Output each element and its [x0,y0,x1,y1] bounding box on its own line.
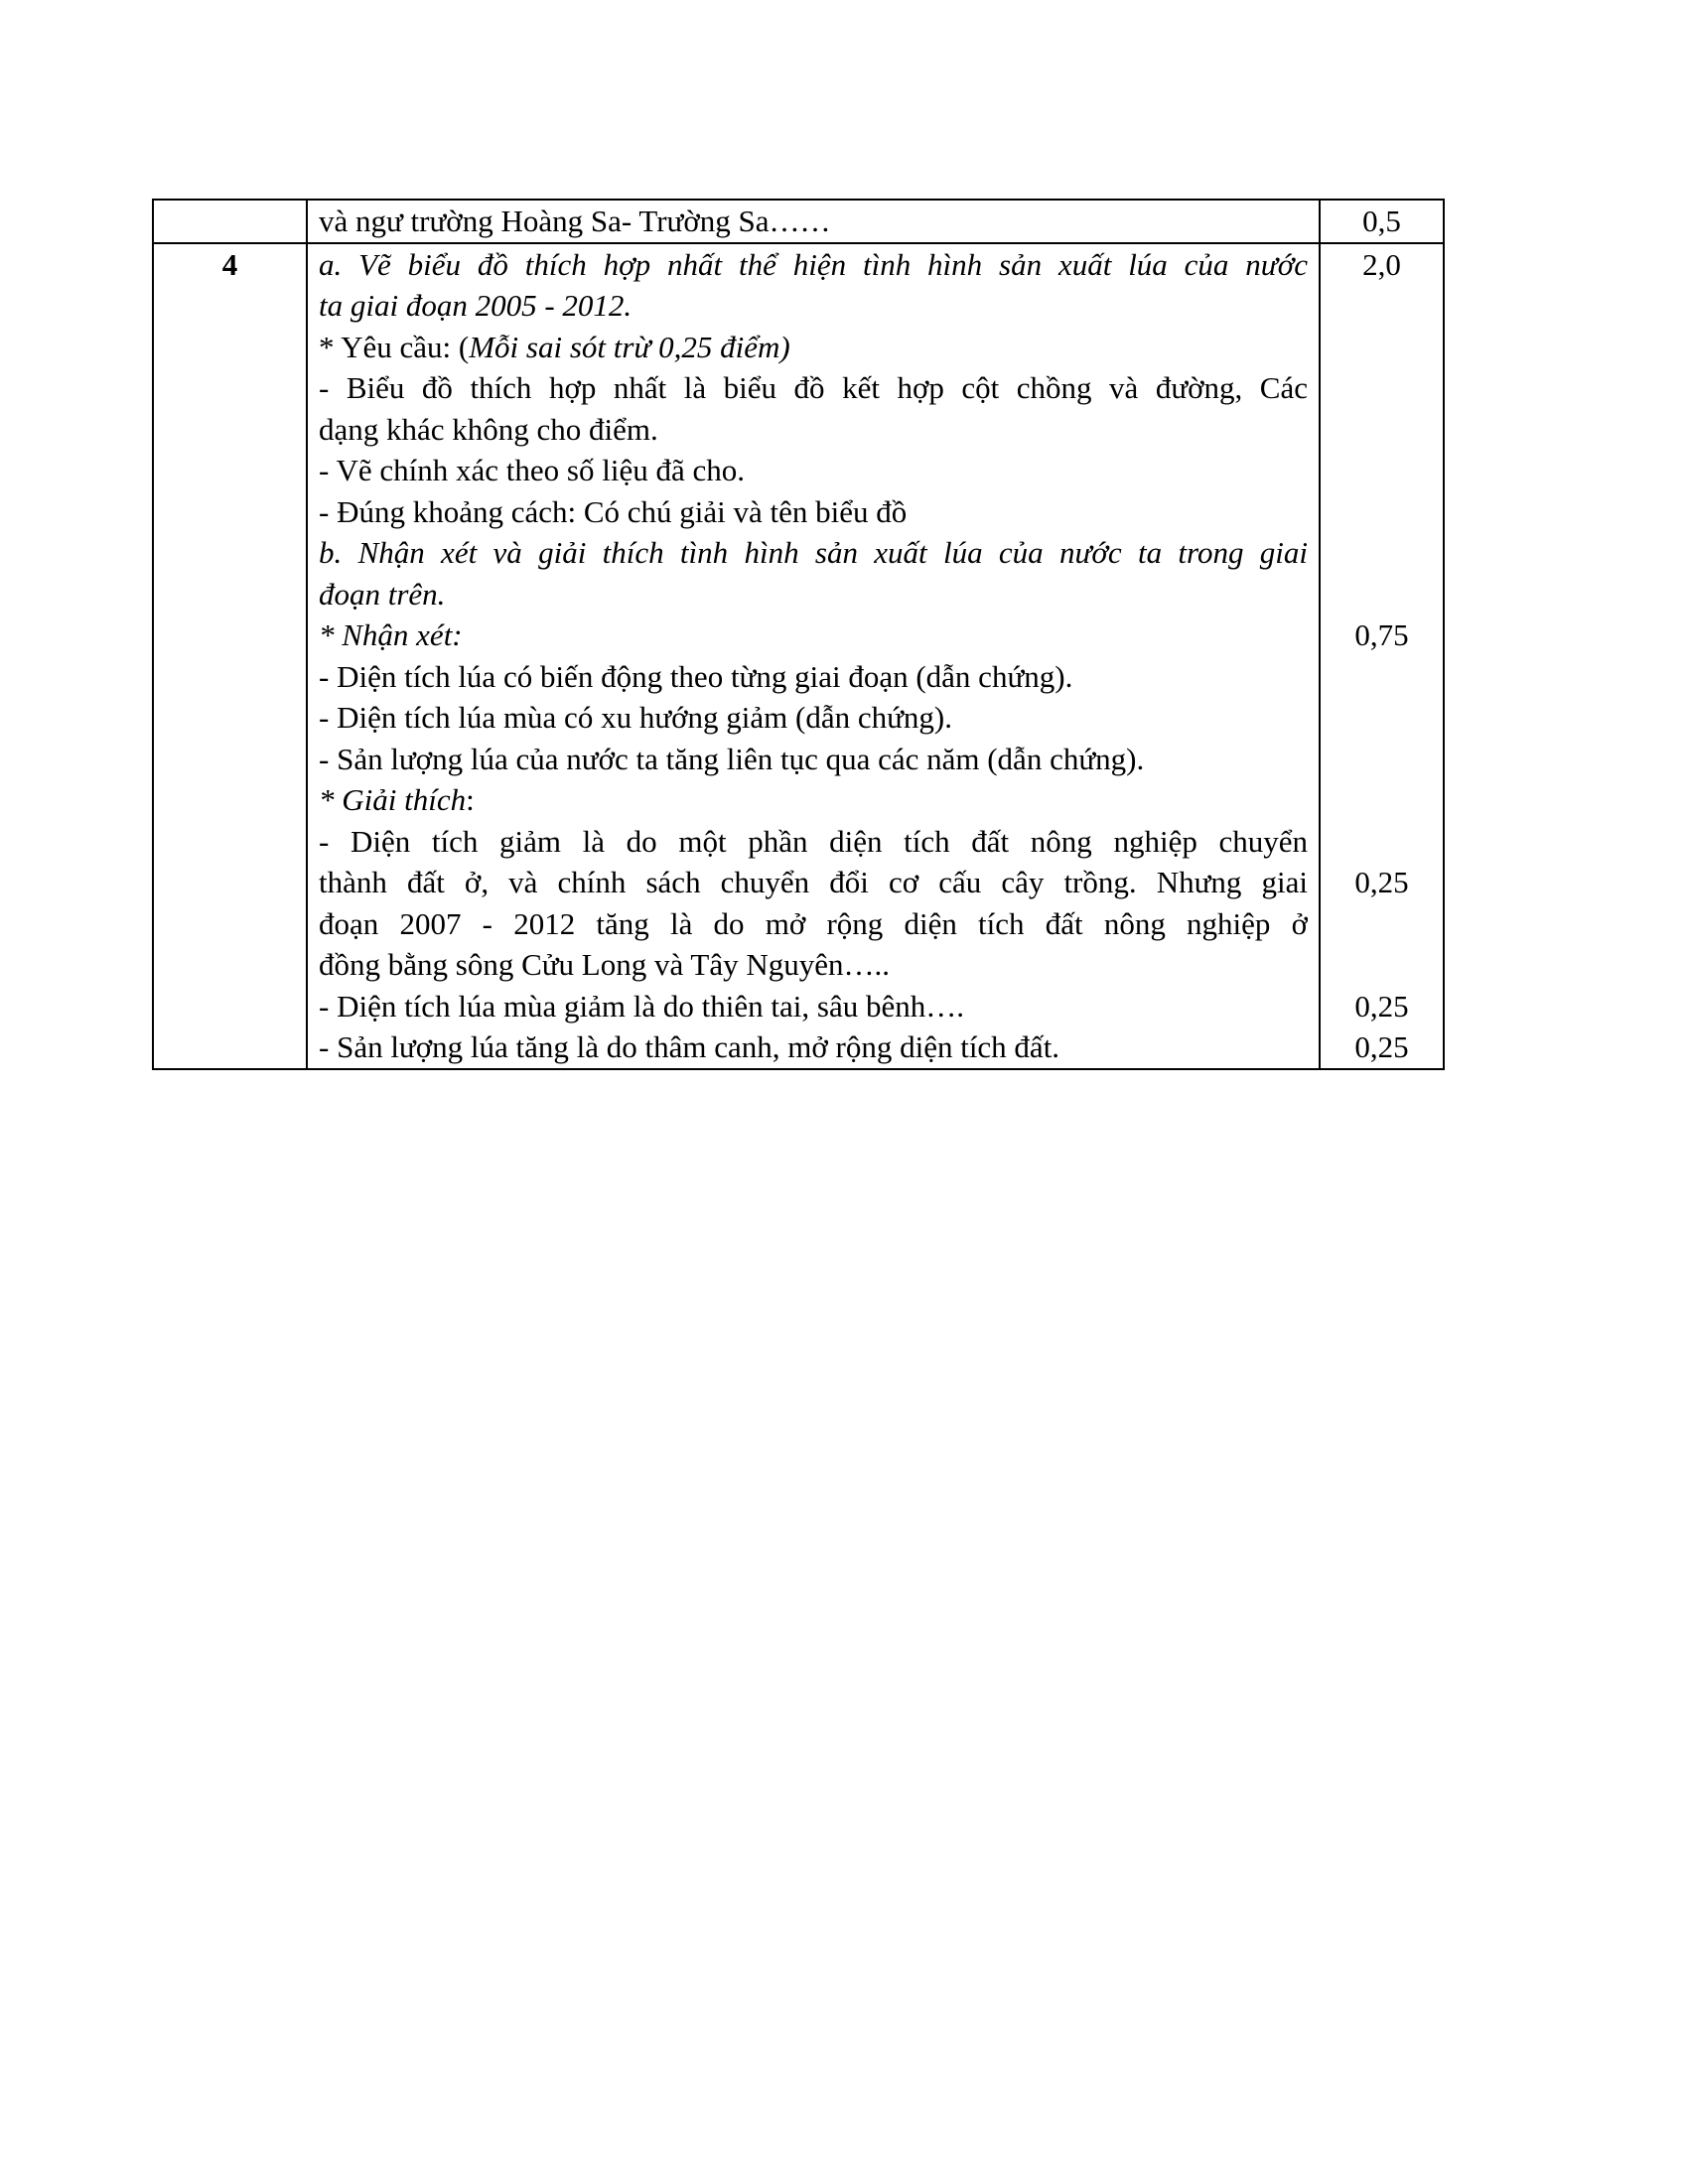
nhan-xet-label: * Nhận xét: [319,617,463,652]
score-cell [1320,243,1444,1069]
part-b-heading-cont: đoạn trên. [319,576,446,612]
giai-thich-item-1-cont-2: đoạn 2007 - 2012 tăng là do mở rộng diện tích đất nông nghiệp ở [319,905,1308,941]
question-number-cell [153,243,307,1069]
score-cell [1320,200,1444,243]
giai-thich-item-3: - Sản lượng lúa tăng là do thâm canh, mở rộng diện tích đất. [319,1029,1060,1064]
table-row-continued [153,200,1444,243]
answer-key-table [152,199,1445,1070]
nhan-xet-item-3: - Sản lượng lúa của nước ta tăng liên tục qua các năm (dẫn chứng). [319,741,1145,776]
score-nhan-xet: 0,75 [1354,617,1409,652]
requirement-item-1: - Biểu đồ thích hợp nhất là biểu đồ kết hợp cột chồng và đường, Các [319,370,1308,405]
nhan-xet-item-2: - Diện tích lúa mùa có xu hướng giảm (dẫn chứng). [319,700,952,735]
question-number: 4 [221,246,238,282]
requirement-item-3: - Đúng khoảng cách: Có chú giải và tên biểu đồ [319,493,908,529]
table-row-question-4 [153,243,1444,1069]
answer-content-cell [307,243,1320,1069]
score-value: 0,5 [1362,204,1401,238]
part-b-heading: b. Nhận xét và giải thích tình hình sản xuất lúa của nước ta trong giai [319,535,1308,570]
question-number-cell [153,200,307,243]
requirement-item-2: - Vẽ chính xác theo số liệu đã cho. [319,453,745,487]
requirements-line: * Yêu cầu: (Mỗi sai sót trừ 0,25 điểm) [319,329,790,364]
score-giai-thich-1: 0,25 [1354,865,1409,899]
nhan-xet-item-1: - Diện tích lúa có biến động theo từng giai đoạn (dẫn chứng). [319,658,1073,694]
score-giai-thich-2: 0,25 [1354,988,1409,1024]
answer-content-cell [307,200,1320,243]
score-part-a: 2,0 [1362,246,1401,282]
part-a-heading-cont: ta giai đoạn 2005 - 2012. [319,288,633,323]
giai-thich-label: * Giải thích: [319,782,475,817]
requirement-item-1-cont: dạng khác không cho điểm. [319,411,658,447]
continued-line: và ngư trường Hoàng Sa- Trường Sa…… [319,204,831,238]
giai-thich-item-1-cont-1: thành đất ở, và chính sách chuyển đổi cơ cấu cây trồng. Nhưng giai [319,865,1308,899]
giai-thich-item-1-cont-3: đồng bằng sông Cửu Long và Tây Nguyên….. [319,947,891,982]
part-a-heading: a. Vẽ biểu đồ thích hợp nhất thể hiện tình hình sản xuất lúa của nước [319,246,1308,282]
giai-thich-item-2: - Diện tích lúa mùa giảm là do thiên tai, sâu bênh…. [319,988,964,1024]
score-giai-thich-3: 0,25 [1354,1029,1409,1064]
giai-thich-item-1: - Diện tích giảm là do một phần diện tích đất nông nghiệp chuyển [319,823,1308,859]
